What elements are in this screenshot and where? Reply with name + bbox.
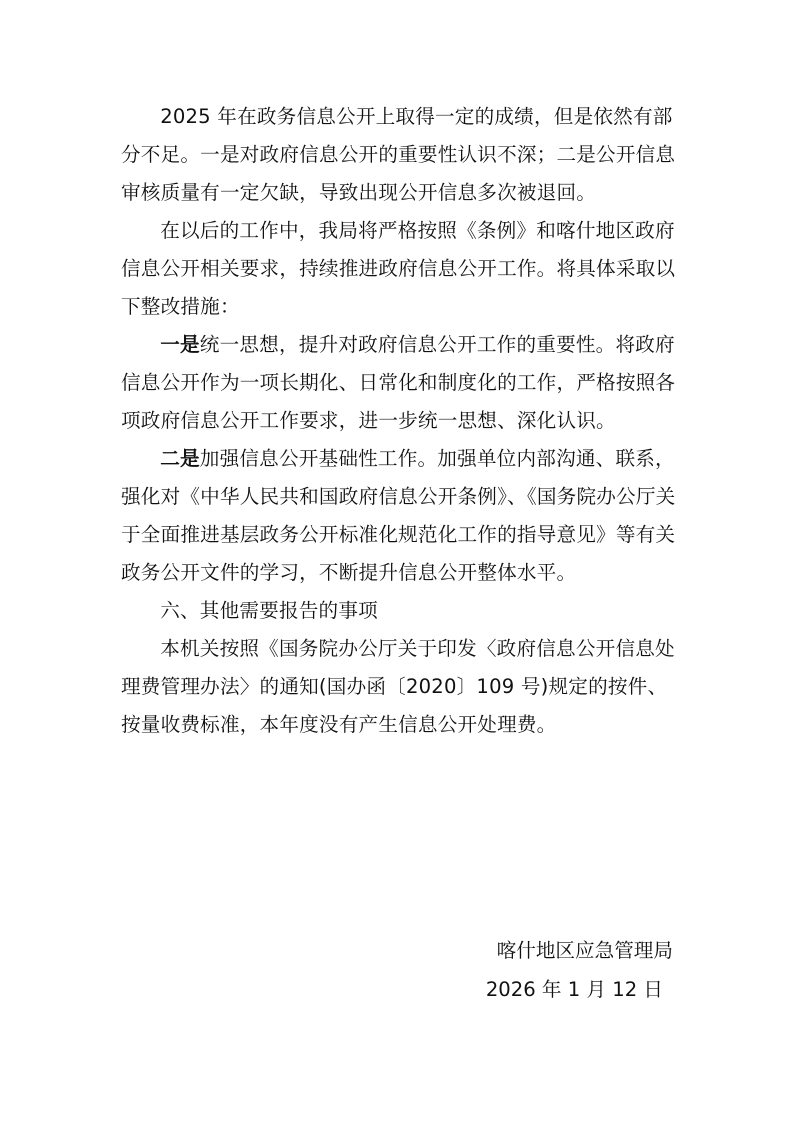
document-body [121,98,677,744]
paragraph-fees [121,630,677,744]
paragraph-text: 本机关按照《国务院办公厅关于印发〈政府信息公开信息处理费管理办法〉的通知(国办函〔2020〕109 号)规定的按件、按量收费标准，本年度没有产生信息公开处理费。 [121,637,675,736]
signature-organization: 喀什地区应急管理局 [496,939,673,962]
paragraph-text: 六、其他需要报告的事项 [160,599,378,622]
signature-date: 2026 年 1 月 12 日 [485,978,663,1001]
paragraph-measure-two [121,440,677,592]
paragraph-lead: 一是 [160,333,200,356]
paragraph-future-work [121,212,677,326]
paragraph-shortcomings [121,98,677,212]
paragraph-measure-one [121,326,677,440]
section-heading-other-matters [121,592,677,630]
paragraph-text: 统一思想，提升对政府信息公开工作的重要性。将政府信息公开作为一项长期化、日常化和制度化的工作，严格按照各项政府信息公开工作要求，进一步统一思想、深化认识。 [121,333,676,432]
paragraph-text: 在以后的工作中，我局将严格按照《条例》和喀什地区政府信息公开相关要求，持续推进政府信息公开工作。将具体采取以下整改措施： [121,219,676,318]
paragraph-text: 加强信息公开基础性工作。加强单位内部沟通、联系，强化对《中华人民共和国政府信息公开条例》、《国务院办公厅关于全面推进基层政务公开标准化规范化工作的指导意见》等有关政务公开文件的学习，不断提升信息公开整体水平。 [121,447,676,584]
paragraph-lead: 二是 [160,447,200,470]
paragraph-text: 2025 年在政务信息公开上取得一定的成绩，但是依然有部分不足。一是对政府信息公开的重要性认识不深；二是公开信息审核质量有一定欠缺，导致出现公开信息多次被退回。 [121,105,676,204]
